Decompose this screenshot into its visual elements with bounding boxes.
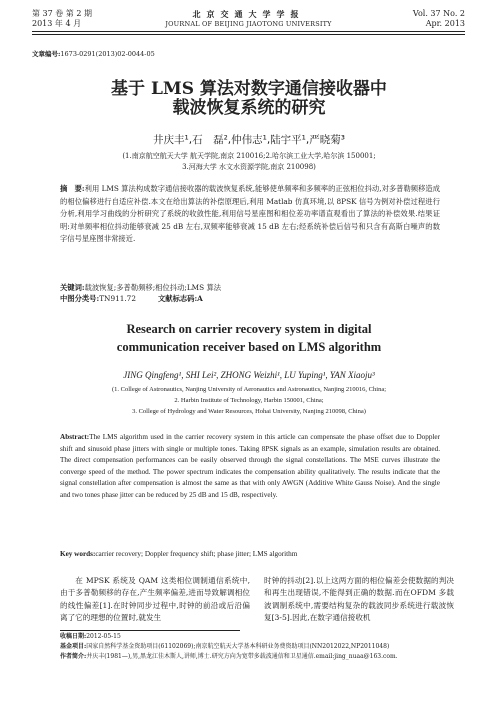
abstract-en-label: Abstract: — [60, 433, 90, 441]
keywords-cn-text: 载波恢复;多普勒频移;相位抖动;LMS 算法 — [84, 283, 222, 292]
header-rule-thin — [32, 34, 465, 35]
keywords-en-label: Key words: — [60, 550, 96, 558]
keywords-en-text: carrier recovery; Doppler frequency shift; phase jitter; LMS algorithm — [95, 550, 298, 558]
title-cn-line1: 基于 LMS 算法对数字通信接收器中 — [111, 79, 387, 99]
date-cn: 2013 年 4 月 — [32, 19, 82, 28]
body-left-text: 在 MPSK 系统及 QAM 这类相位调制通信系统中,由于多普勒频移的存在,产生频率偏差,进而导致解调相位的线性偏差[1].在时钟同步过程中,时钟的前沿或后沿偏离了它的理想的位置时,就发生 — [60, 576, 250, 623]
classification-cn — [60, 293, 440, 304]
running-header — [32, 9, 465, 37]
keywords-en — [60, 549, 440, 560]
affiliation-en-line1: (1. College of Astronautics, Nanjing University of Aeronautics and Astronautics, Nanjing 210016, China; — [111, 386, 387, 393]
received-label: 收稿日期: — [60, 633, 87, 640]
doc-code-label: 文献标志码: — [157, 294, 198, 303]
doc-code-value: A — [197, 294, 203, 303]
title-en-line2: communication receiver based on LMS algorithm — [116, 340, 382, 354]
clc-label: 中图分类号: — [60, 294, 100, 303]
journal-name-en: JOURNAL OF BEIJING JIAOTONG UNIVERSITY — [165, 20, 332, 28]
abstract-en-text: The LMS algorithm used in the carrier recovery system in this article can compensate the phase offset due to Doppler shift and sinusoid phase jitters with single or multiple tones. Taking 8PSK signals as an example, simulation results are obtained. The direct compensation performances can be easily observed through the signal constellations. The MSE curves illustrate the converge speed of the method. The power spectrum indicates the compensation ability qualitatively. The results indicate that the signal constellation after compensation is almost the same as that with only AWGN (Additive White Gauss Noise). And the single and two tones phase jitter can be reduced by 25 dB and 15 dB, respectively. — [60, 433, 440, 499]
fund-label: 基金项目: — [60, 643, 87, 650]
keywords-cn-label: 关键词: — [60, 283, 85, 292]
article-number-value: 1673-0291(2013)02-0044-05 — [60, 50, 155, 58]
volume-cn: 第 37 卷 第 2 期 — [32, 9, 92, 18]
date-en: Apr. 2013 — [425, 19, 465, 28]
authors-en: JING Qingfeng¹, SHI Lei², ZHONG Weizhi¹, LU Yuping¹, YAN Xiaoju³ — [123, 370, 375, 380]
title-en-line1: Research on carrier recovery system in digital — [126, 322, 372, 336]
abstract-cn-text: 利用 LMS 算法构成数字通信接收器的载波恢复系统,能够使单频率和多频率的正弦相位抖动,对多普勒频移造成的相位偏移进行自适应补偿.本文在给出算法的补偿原理后,利用 Matlab 仿真环境,以 8PSK 信号为例对补偿过程进行分析,利用学习曲线的分析研究了系统的收敛性能,利用信号星座图和相位差功率谱直观看出了算法的补偿效果.结果证明:对单频率相位抖动能够衰减 25 dB 左右,双频率能够衰减 15 dB 左右;经系统补偿后信号和只含有高斯白噪声的数字信号星座图非常接近. — [60, 184, 441, 244]
abstract-cn-label: 摘 要: — [60, 184, 85, 193]
body-column-right — [264, 575, 454, 625]
article-number — [32, 49, 155, 58]
header-rule-thick — [32, 31, 465, 32]
body-right-text: 时钟的抖动[2].以上这两方面的相位偏差会使数据的判决和再生出现错误,不能得到正确的数据.而在OFDM 多载波调制系统中,需要结构复杂的载波同步系统进行载波恢复[3-5].因此,在数字通信接收机 — [264, 576, 454, 623]
abstract-en — [60, 432, 440, 502]
affiliation-cn-line2: 3.河海大学 水文水资源学院,南京 210098) — [182, 163, 316, 171]
author-bio-label: 作者简介: — [60, 653, 87, 660]
footnote-author — [60, 652, 450, 662]
affiliation-en-line3: 3. College of Hydrology and Water Resources, Hohai University, Nanjing 210098, China) — [132, 408, 366, 415]
clc-value: TN911.72 — [99, 294, 136, 303]
affiliation-cn-line1: (1.南京航空航天大学 航天学院,南京 210016;2.哈尔滨工业大学,哈尔滨 150001; — [122, 152, 376, 160]
footnote-received — [60, 632, 450, 642]
keywords-cn — [60, 282, 440, 293]
received-date: 2012-05-15 — [86, 633, 121, 640]
footnote-fund — [60, 642, 450, 652]
footnote-rule — [60, 630, 240, 631]
abstract-cn — [60, 183, 440, 246]
affiliation-en-line2: 2. Harbin Institute of Technology, Harbin 150001, China; — [174, 397, 324, 404]
author-bio-text: 井庆丰(1981—),男,黑龙江佳木斯人,讲师,博士.研究方向为宽带多载波通信和卫星通信.email:jing_nuaa@163.com. — [86, 653, 398, 660]
fund-text: 国家自然科学基金资助项目(61102069);南京航空航天大学基本科研业务费资助项目(NN2012022,NP2011048) — [86, 643, 390, 650]
body-column-left — [60, 575, 250, 625]
article-number-label: 文章编号: — [32, 50, 61, 58]
volume-en: Vol. 37 No. 2 — [412, 9, 465, 18]
authors-cn: 井庆丰¹,石 磊²,仲伟志¹,陆宇平¹,严晓菊³ — [153, 134, 345, 146]
journal-name-cn: 北京交通大学学报 — [192, 9, 305, 19]
title-cn-line2: 载波恢复系统的研究 — [172, 98, 326, 118]
